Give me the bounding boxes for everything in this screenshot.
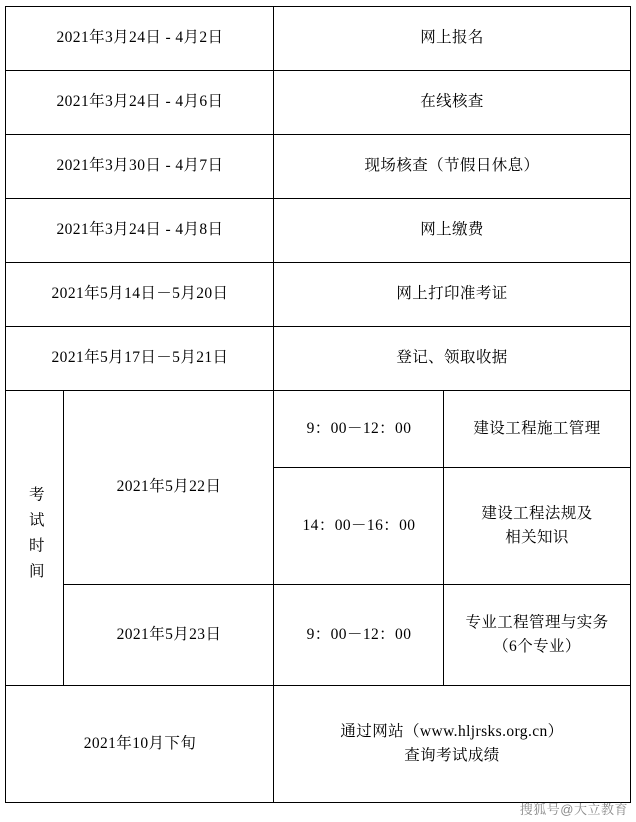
watermark xyxy=(520,799,628,818)
exam-time-label-text: 考试时间 xyxy=(26,485,44,588)
row-item: 登记、领取收据 xyxy=(274,327,630,391)
exam-session-time: 9：00－12：00 xyxy=(274,391,444,468)
exam-subject-line2: 相关知识 xyxy=(505,529,569,546)
results-date: 2021年10月下旬 xyxy=(6,686,274,803)
exam-session-subject xyxy=(444,585,630,686)
row-item: 在线核查 xyxy=(274,71,630,135)
exam-subject-line1: 建设工程法规及 xyxy=(481,504,593,522)
results-item xyxy=(274,686,630,803)
exam-session-subject xyxy=(444,468,630,585)
exam-subject-line1: 专业工程管理与实务 xyxy=(465,613,609,631)
exam-date-day2: 2021年5月23日 xyxy=(64,585,274,686)
results-line2: 查询考试成绩 xyxy=(404,747,500,764)
row-item: 网上报名 xyxy=(274,7,630,71)
row-date: 2021年3月30日 - 4月7日 xyxy=(6,135,274,199)
table-row xyxy=(6,135,630,199)
table-row xyxy=(6,71,630,135)
row-item: 网上打印准考证 xyxy=(274,263,630,327)
table-row-results xyxy=(6,686,630,803)
exam-time-label xyxy=(6,391,64,686)
table-row xyxy=(6,199,630,263)
table-row xyxy=(6,7,630,71)
results-line1: 通过网站（www.hljrsks.org.cn） xyxy=(340,722,564,740)
exam-session-time: 14：00－16：00 xyxy=(274,468,444,585)
exam-subject-line2: （6个专业） xyxy=(493,638,581,655)
row-date: 2021年3月24日 - 4月8日 xyxy=(6,199,274,263)
table-row xyxy=(6,327,630,391)
row-date: 2021年5月17日－5月21日 xyxy=(6,327,274,391)
watermark-text: 搜狐号@大立教育 xyxy=(519,802,628,817)
exam-schedule-table xyxy=(5,6,630,803)
exam-session-subject: 建设工程施工管理 xyxy=(444,391,630,468)
row-item: 现场核查（节假日休息） xyxy=(274,135,630,199)
row-date: 2021年3月24日 - 4月6日 xyxy=(6,71,274,135)
row-date: 2021年3月24日 - 4月2日 xyxy=(6,7,274,71)
row-date: 2021年5月14日－5月20日 xyxy=(6,263,274,327)
table-row xyxy=(6,263,630,327)
row-item: 网上缴费 xyxy=(274,199,630,263)
exam-session-time: 9：00－12：00 xyxy=(274,585,444,686)
exam-date-day1: 2021年5月22日 xyxy=(64,391,274,585)
exam-row-day2-session1 xyxy=(6,585,630,686)
exam-row-day1-session1 xyxy=(6,391,630,468)
